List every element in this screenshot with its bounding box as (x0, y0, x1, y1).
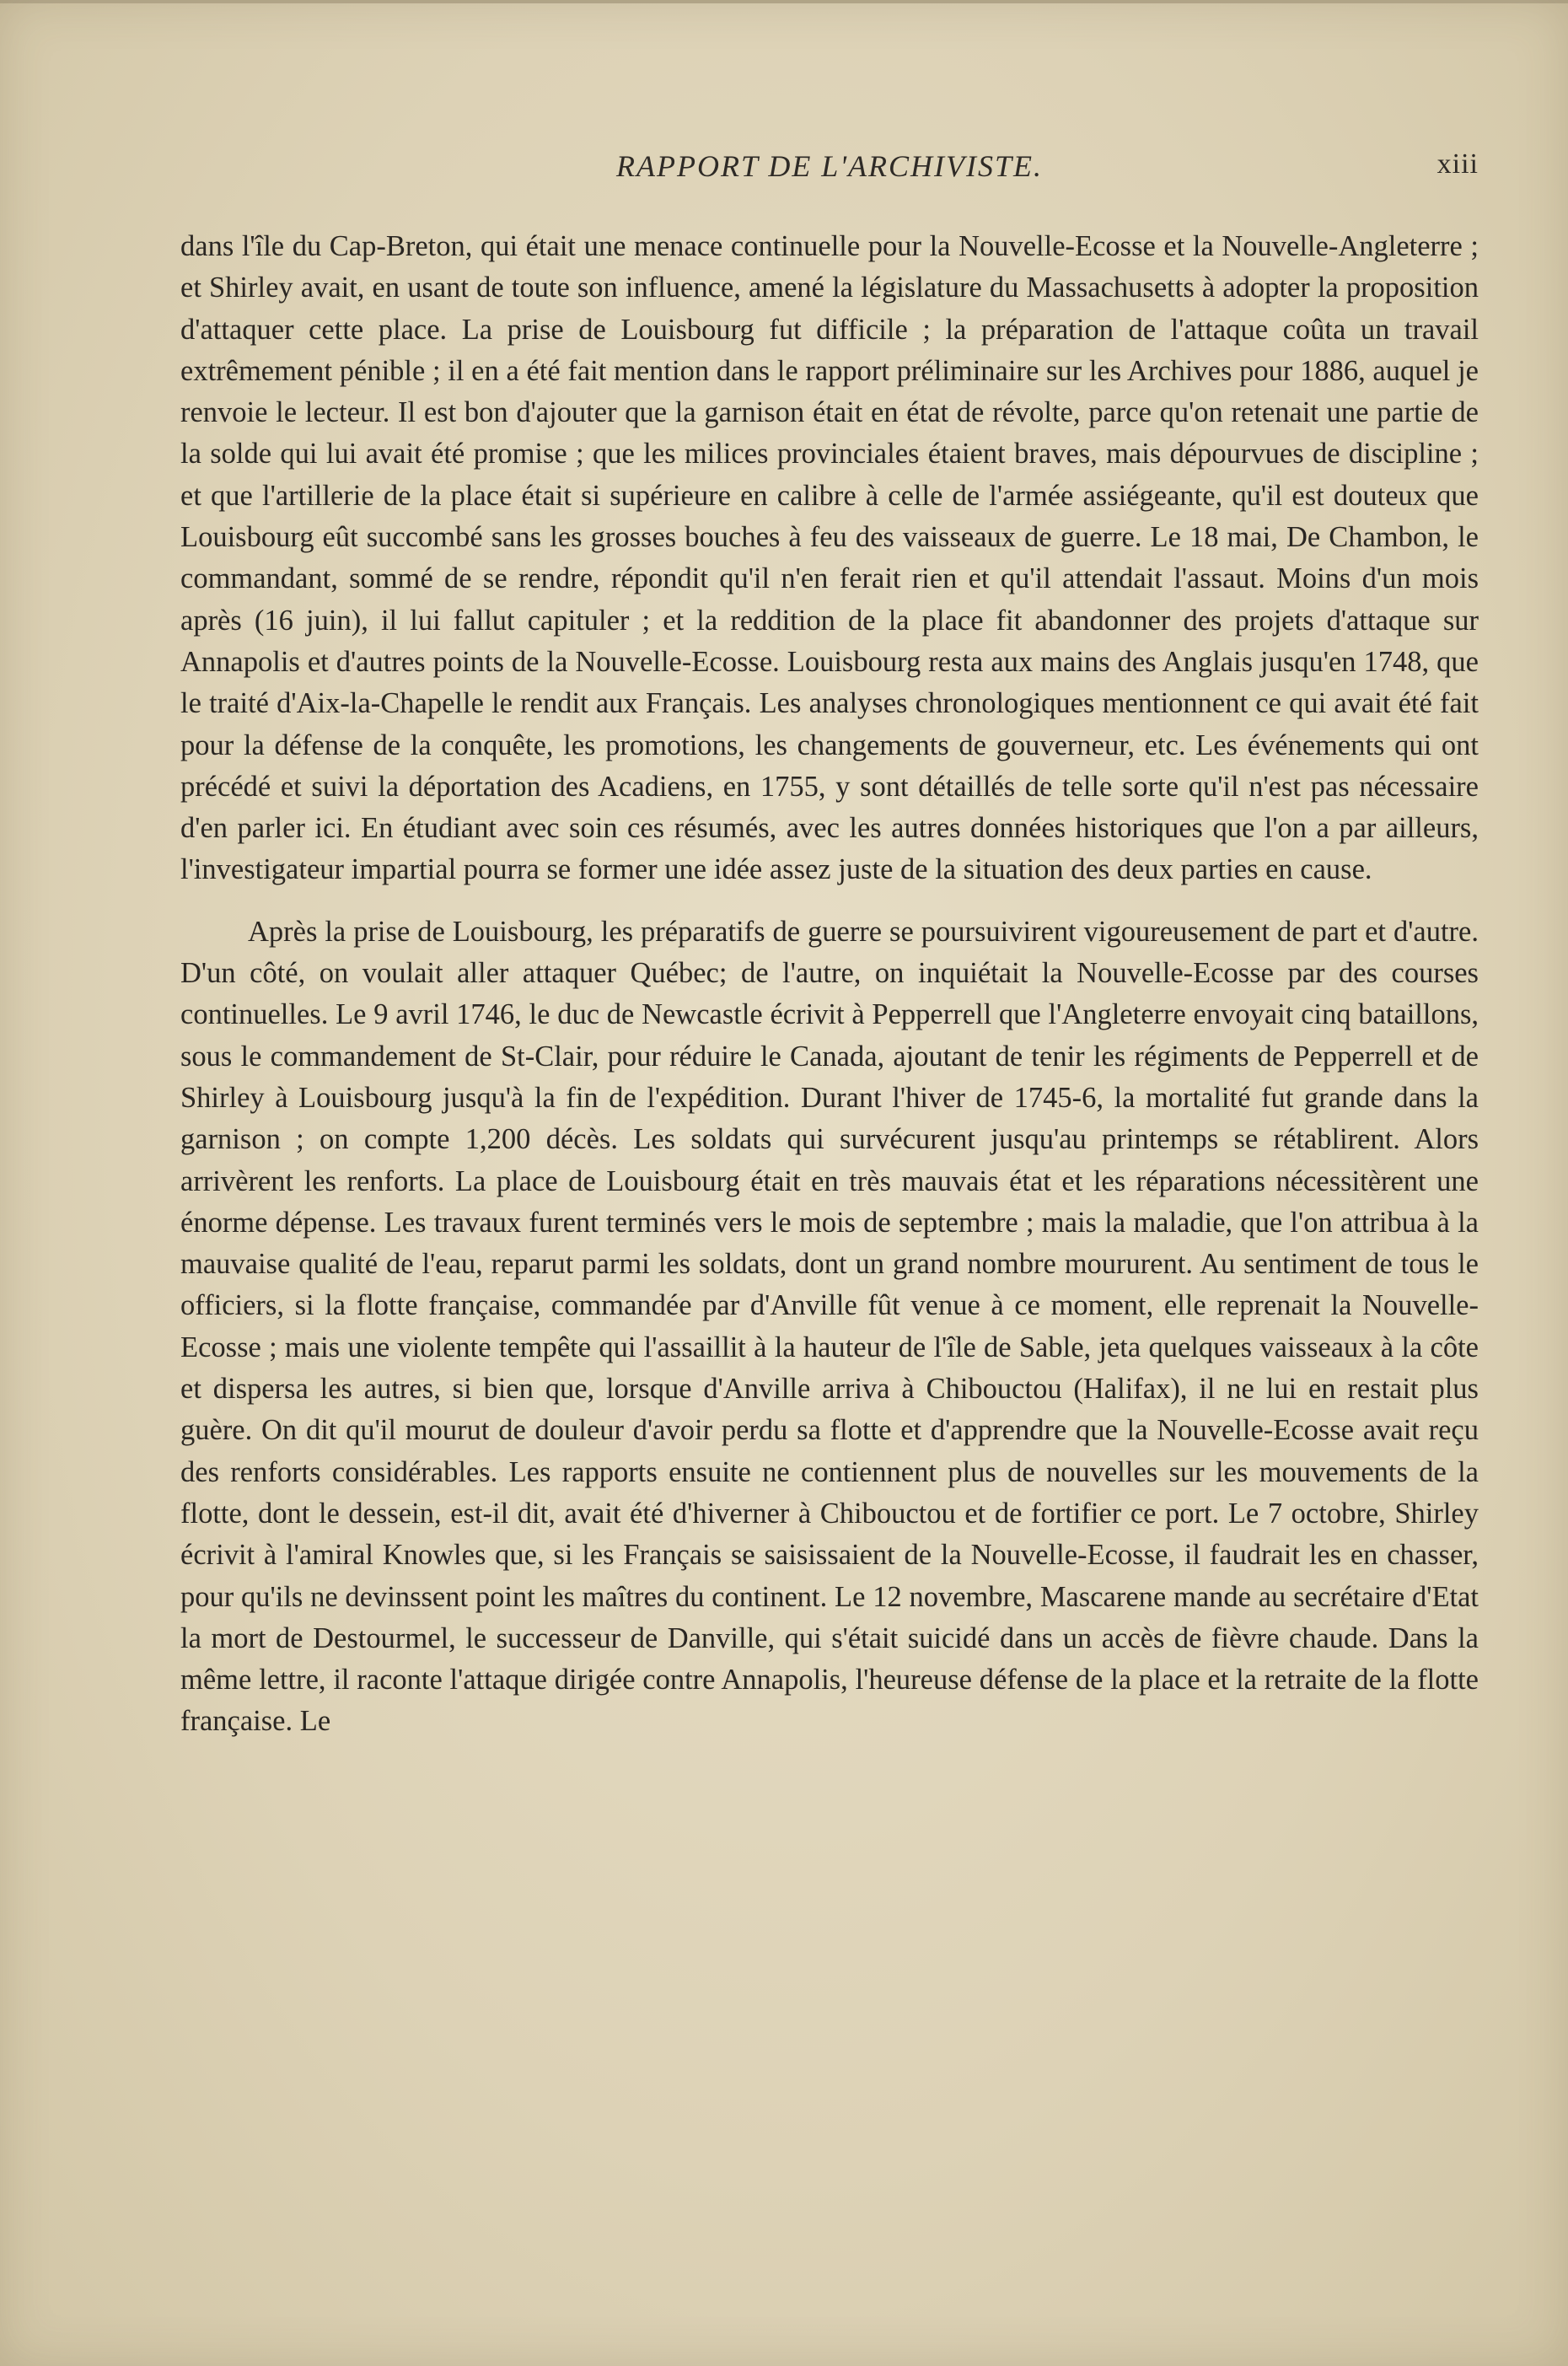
paragraph-1: dans l'île du Cap-Breton, qui était une menace continuelle pour la Nouvelle-Ecosse et la Nouvelle-Angleterre ; et Shirley avait, en usant de toute son influence, amené la législature du Massachusetts à adopter la proposition d'attaquer cette place. La prise de Louisbourg fut difficile ; la préparation de l'attaque coûta un travail extrêmement pénible ; il en a été fait mention dans le rapport préliminaire sur les Archives pour 1886, auquel je renvoie le lecteur. Il est bon d'ajouter que la garnison était en état de révolte, parce qu'on retenait une partie de la solde qui lui avait été promise ; que les milices provinciales étaient braves, mais dépourvues de discipline ; et que l'artillerie de la place était si supérieure en calibre à celle de l'armée assiégeante, qu'il est douteux que Louisbourg eût succombé sans les grosses bouches à feu des vaisseaux de guerre. Le 18 mai, De Chambon, le commandant, sommé de se rendre, répondit qu'il n'en ferait rien et qu'il attendait l'assaut. Moins d'un mois après (16 juin), il lui fallut capituler ; et la reddition de la place fit abandonner des projets d'attaque sur Annapolis et d'autres points de la Nouvelle-Ecosse. Louisbourg resta aux mains des Anglais jusqu'en 1748, que le traité d'Aix-la-Chapelle le rendit aux Français. Les analyses chronologiques mentionnent ce qui avait été fait pour la défense de la conquête, les promotions, les changements de gouverneur, etc. Les événements qui ont précédé et suivi la déportation des Acadiens, en 1755, y sont détaillés de telle sorte qu'il n'est pas nécessaire d'en parler ici. En étudiant avec soin ces résumés, avec les autres données historiques que l'on a par ailleurs, l'investigateur impartial pourra se former une idée assez juste de la situation des deux parties en cause. (180, 230, 1479, 886)
page-number: xiii (1436, 148, 1479, 180)
paragraph-2: Après la prise de Louisbourg, les préparatifs de guerre se poursuivirent vigoureusement de part et d'autre. D'un côté, on voulait aller attaquer Québec; de l'autre, on inquiétait la Nouvelle-Ecosse par des courses continuelles. Le 9 avril 1746, le duc de Newcastle écrivit à Pepperrell que l'Angleterre envoyait cinq bataillons, sous le commandement de St-Clair, pour réduire le Canada, ajoutant de tenir les régiments de Pepperrell et de Shirley à Louisbourg jusqu'à la fin de l'expédition. Durant l'hiver de 1745-6, la mortalité fut grande dans la garnison ; on compte 1,200 décès. Les soldats qui survécurent jusqu'au printemps se rétablirent. Alors arrivèrent les renforts. La place de Louisbourg était en très mauvais état et les réparations nécessitèrent une énorme dépense. Les travaux furent terminés vers le mois de septembre ; mais la maladie, que l'on attribua à la mauvaise qualité de l'eau, reparut parmi les soldats, dont un grand nombre moururent. Au sentiment de tous le officiers, si la flotte française, commandée par d'Anville fût venue à ce moment, elle reprenait la Nouvelle-Ecosse ; mais une violente tempête qui l'assaillit à la hauteur de l'île de Sable, jeta quelques vaisseaux à la côte et dispersa les autres, si bien que, lorsque d'Anville arriva à Chibouctou (Halifax), il ne lui en restait plus guère. On dit qu'il mourut de douleur d'avoir perdu sa flotte et d'apprendre que la Nouvelle-Ecosse avait reçu des renforts considérables. Les rapports ensuite ne contiennent plus de nouvelles sur les mouvements de la flotte, dont le dessein, est-il dit, avait été d'hiverner à Chibouctou et de fortifier ce port. Le 7 octobre, Shirley écrivit à l'amiral Knowles que, si les Français se saisissaient de la Nouvelle-Ecosse, il faudrait les en chasser, pour qu'ils ne devinssent point les maîtres du continent. Le 12 novembre, Mascarene mande au secrétaire d'Etat la mort de Destourmel, le successeur de Danville, qui s'était suicidé dans un accès de fièvre chaude. Dans la même lettre, il raconte l'attaque dirigée contre Annapolis, l'heureuse défense de la place et la retraite de la flotte française. Le (180, 915, 1479, 1738)
running-title: RAPPORT DE L'ARCHIVISTE. (616, 149, 1043, 183)
running-header (180, 145, 1479, 196)
body-text (180, 226, 1479, 1743)
page-top-edge (0, 0, 1568, 3)
